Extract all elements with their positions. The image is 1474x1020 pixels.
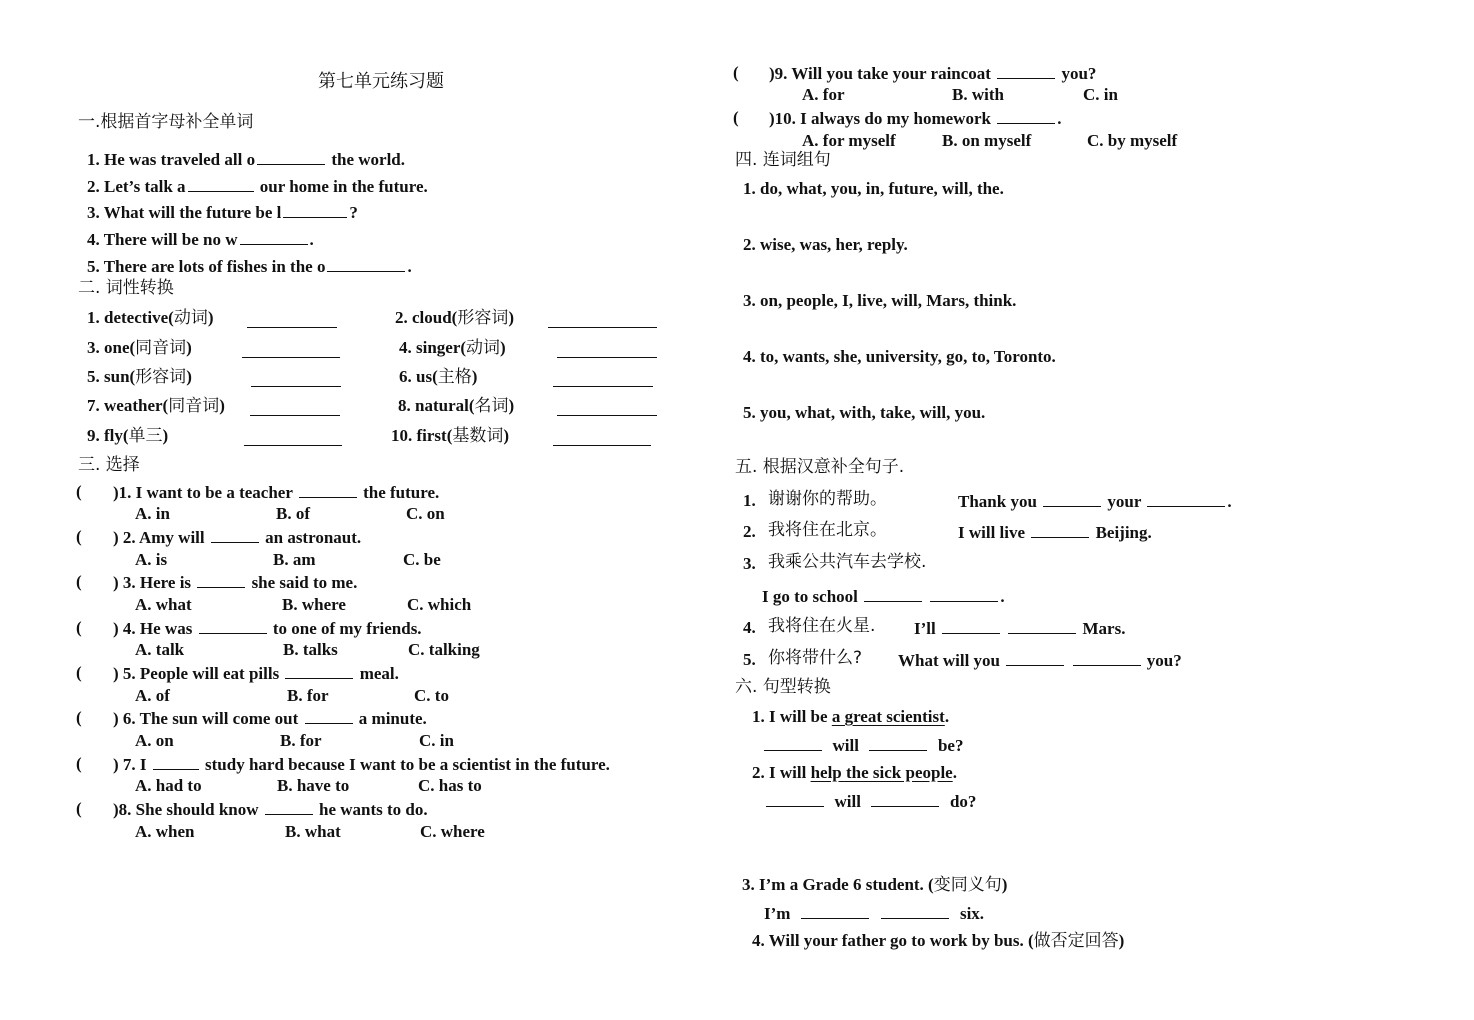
answer-blank[interactable]: [1043, 492, 1101, 507]
mcq-option-b[interactable]: B. for: [280, 731, 322, 750]
item-text: 1. He was traveled all o: [87, 150, 256, 169]
transform-item-1: [752, 708, 949, 725]
question-text: to one of my friends.: [272, 619, 422, 638]
item-end: ): [508, 308, 515, 327]
section-6-heading: 六. 句型转换: [735, 677, 831, 697]
translation-hint: 我将住在北京。: [768, 520, 887, 540]
item-end: ): [503, 426, 510, 445]
item-hint: 形容词: [135, 367, 187, 387]
mcq-option-b[interactable]: B. with: [952, 85, 1004, 104]
wordform-item-8: [398, 397, 514, 415]
word-order-item-3: 3. on, people, I, live, will, Mars, think.: [743, 291, 1017, 310]
answer-blank[interactable]: [881, 904, 949, 919]
mcq-option-a[interactable]: A. in: [135, 504, 170, 523]
instruction-hint: 变同义句: [933, 875, 1002, 895]
question-text: the future.: [363, 483, 440, 502]
item-text: 3. What will the future be l: [87, 203, 282, 222]
answer-blank[interactable]: [199, 619, 267, 634]
mcq-option-c[interactable]: C. talking: [408, 640, 480, 659]
answer-blank[interactable]: [801, 904, 869, 919]
page-title: 第七单元练习题: [318, 71, 444, 92]
section-4-heading: 四. 连词组句: [735, 150, 831, 170]
sentence-text: .: [952, 763, 957, 782]
item-text: the world.: [327, 150, 406, 169]
item-hint: 基数词: [452, 426, 504, 446]
item-end: ): [186, 367, 192, 386]
wordform-item-10: [391, 427, 509, 445]
item-text: 4. There will be no w: [87, 230, 238, 249]
mcq-option-b[interactable]: B. have to: [277, 776, 350, 795]
section-2-heading: 二. 词性转换: [78, 278, 174, 298]
answer-blank[interactable]: [285, 664, 353, 679]
translation-hint: 谢谢你的帮助。: [768, 489, 887, 509]
item-text: .: [309, 230, 314, 249]
answer-blank[interactable]: [247, 313, 337, 328]
mcq-option-b[interactable]: B. for: [287, 686, 329, 705]
sentence-text: will: [832, 736, 859, 755]
mcq-option-a[interactable]: A. for: [802, 85, 845, 104]
answer-blank[interactable]: [265, 800, 313, 815]
sentence-text: ): [1118, 931, 1125, 950]
mcq-answer-paren[interactable]: (: [733, 63, 739, 82]
question-text: ) 4. He was: [113, 619, 193, 638]
translation-sentence-5: [898, 651, 1182, 669]
answer-blank[interactable]: [1147, 492, 1225, 507]
mcq-answer-paren[interactable]: (: [76, 799, 82, 818]
answer-blank[interactable]: [997, 64, 1055, 79]
mcq-option-a[interactable]: A. what: [135, 595, 192, 614]
question-text: ) 7. I: [113, 755, 147, 774]
fill-item-4: [87, 230, 314, 248]
wordform-item-5: [87, 368, 192, 386]
answer-blank[interactable]: [553, 372, 653, 387]
underlined-phrase: help the sick people: [810, 763, 953, 782]
item-word: 6. us(: [399, 367, 438, 386]
answer-blank[interactable]: [1031, 523, 1089, 538]
item-end: ): [186, 338, 192, 357]
question-text: ) 6. The sun will come out: [113, 709, 299, 728]
mcq-option-c[interactable]: C. to: [414, 686, 449, 705]
word-order-item-2: 2. wise, was, her, reply.: [743, 235, 908, 254]
question-text: )1. I want to be a teacher: [113, 483, 293, 502]
answer-blank[interactable]: [299, 483, 357, 498]
sentence-text: What will you: [898, 651, 1001, 670]
mcq-option-c[interactable]: C. in: [419, 731, 454, 750]
item-end: ): [207, 308, 214, 327]
sentence-text: I’ll: [914, 619, 936, 638]
sentence-text: I’m: [764, 904, 791, 923]
sentence-text: .: [1000, 587, 1005, 606]
mcq-option-c[interactable]: C. has to: [418, 776, 482, 795]
answer-blank[interactable]: [188, 177, 254, 192]
mcq-option-a[interactable]: A. is: [135, 550, 168, 569]
question-text: meal.: [359, 664, 399, 683]
answer-blank[interactable]: [930, 587, 998, 602]
mcq-answer-paren[interactable]: (: [733, 108, 739, 127]
sentence-text: ): [1001, 875, 1008, 894]
question-text: ) 3. Here is: [113, 573, 192, 592]
question-text: an astronaut.: [265, 528, 362, 547]
item-end: ): [508, 396, 515, 415]
item-word: 3. one(: [87, 338, 136, 357]
answer-blank[interactable]: [283, 203, 347, 218]
item-word: 10. first(: [391, 426, 453, 445]
item-hint: 同音词: [168, 396, 220, 416]
answer-blank[interactable]: [766, 792, 824, 807]
answer-blank[interactable]: [871, 792, 939, 807]
item-end: ): [219, 396, 225, 415]
item-hint: 形容词: [457, 308, 509, 328]
item-hint: 名词: [474, 396, 509, 416]
item-end: ): [162, 426, 169, 445]
answer-blank[interactable]: [244, 431, 342, 446]
item-word: 7. weather(: [87, 396, 169, 415]
answer-blank[interactable]: [553, 431, 651, 446]
sentence-text: Mars.: [1082, 619, 1126, 638]
question-text: he wants to do.: [319, 800, 428, 819]
wordform-item-9: [87, 427, 168, 445]
fill-item-1: [87, 150, 405, 168]
wordform-item-6: [399, 368, 477, 386]
item-hint: 动词: [173, 308, 208, 328]
transform-item-2: [752, 764, 957, 781]
underlined-phrase: a great scientist: [831, 707, 945, 726]
translation-hint: 我将住在火星.: [768, 616, 876, 636]
mcq-answer-paren[interactable]: (: [76, 527, 82, 546]
sentence-text: your: [1107, 492, 1142, 511]
item-word: 4. singer(: [399, 338, 467, 357]
answer-blank[interactable]: [557, 343, 657, 358]
answer-blank[interactable]: [869, 736, 927, 751]
question-text: ) 2. Amy will: [113, 528, 205, 547]
translation-num: 2.: [743, 522, 756, 541]
section-1-heading: 一.根据首字母补全单词: [78, 112, 254, 132]
item-hint: 动词: [466, 338, 501, 358]
mcq-option-b[interactable]: B. where: [282, 595, 346, 614]
wordform-item-3: [87, 339, 192, 357]
translation-sentence-4: [914, 619, 1125, 637]
answer-blank[interactable]: [240, 230, 308, 245]
mcq-option-a[interactable]: A. for myself: [802, 131, 896, 150]
fill-item-3: [87, 203, 358, 221]
answer-blank[interactable]: [997, 109, 1055, 124]
sentence-text: I will live: [958, 523, 1026, 542]
word-order-item-1: 1. do, what, you, in, future, will, the.: [743, 179, 1004, 198]
question-text: )10. I always do my homework: [769, 109, 991, 128]
answer-blank[interactable]: [197, 573, 245, 588]
section-3-heading: 三. 选择: [78, 455, 140, 475]
wordform-item-2: [395, 309, 514, 327]
section-5-heading: 五. 根据汉意补全句子.: [735, 457, 905, 477]
mcq-question-2: [113, 528, 361, 546]
item-word: 1. detective(: [87, 308, 174, 327]
mcq-option-b[interactable]: B. talks: [283, 640, 338, 659]
mcq-option-b[interactable]: B. of: [276, 504, 310, 523]
answer-blank[interactable]: [211, 528, 259, 543]
answer-blank[interactable]: [250, 401, 340, 416]
item-text: 2. Let’s talk a: [87, 177, 186, 196]
mcq-answer-paren[interactable]: (: [76, 754, 82, 773]
answer-blank[interactable]: [153, 755, 199, 770]
mcq-answer-paren[interactable]: (: [76, 618, 82, 637]
sentence-text: 3. I’m a Grade 6 student. (: [742, 875, 934, 894]
transform-answer-2: [764, 792, 976, 810]
mcq-option-a[interactable]: A. on: [135, 731, 174, 750]
mcq-option-c[interactable]: C. where: [420, 822, 485, 841]
mcq-option-c[interactable]: C. on: [406, 504, 445, 523]
answer-blank[interactable]: [1008, 619, 1076, 634]
answer-blank[interactable]: [327, 257, 405, 272]
transform-item-3: [742, 876, 1007, 894]
mcq-answer-paren[interactable]: (: [76, 663, 82, 682]
sentence-text: will: [834, 792, 861, 811]
mcq-option-a[interactable]: A. had to: [135, 776, 202, 795]
transform-answer-3: [764, 904, 984, 922]
item-text: ?: [349, 203, 358, 222]
mcq-question-3: [113, 573, 357, 591]
transform-answer-1: [762, 736, 963, 754]
item-text: .: [407, 257, 412, 276]
sentence-text: .: [944, 707, 950, 726]
question-text: study hard because I want to be a scientist in the future.: [205, 755, 610, 774]
wordform-item-1: [87, 309, 214, 327]
sentence-text: you?: [1146, 651, 1182, 670]
question-text: she said to me.: [251, 573, 358, 592]
mcq-option-c[interactable]: C. by myself: [1087, 131, 1178, 150]
question-text: .: [1057, 109, 1062, 128]
answer-blank[interactable]: [242, 343, 340, 358]
item-word: 2. cloud(: [395, 308, 458, 327]
mcq-question-9: [769, 64, 1096, 82]
item-end: ): [471, 367, 478, 386]
mcq-option-c[interactable]: C. which: [407, 595, 472, 614]
sentence-text: 1. I will be: [752, 707, 832, 726]
wordform-item-4: [399, 339, 506, 357]
answer-blank[interactable]: [557, 401, 657, 416]
wordform-item-7: [87, 397, 225, 415]
mcq-question-8: [113, 800, 428, 818]
fill-item-2: [87, 177, 428, 195]
translation-num: 3.: [743, 554, 756, 573]
sentence-text: do?: [949, 792, 977, 811]
sentence-text: Beijing.: [1095, 523, 1152, 542]
mcq-option-a[interactable]: A. when: [135, 822, 195, 841]
sentence-text: be?: [937, 736, 964, 755]
answer-blank[interactable]: [864, 587, 922, 602]
item-hint: 单三: [128, 426, 163, 446]
question-text: )8. She should know: [113, 800, 259, 819]
mcq-option-b[interactable]: B. what: [285, 822, 341, 841]
question-text: ) 5. People will eat pills: [113, 664, 280, 683]
mcq-question-6: [113, 709, 427, 727]
item-word: 5. sun(: [87, 367, 136, 386]
item-hint: 主格: [437, 367, 472, 387]
sentence-text: .: [1227, 492, 1232, 511]
mcq-question-5: [113, 664, 399, 682]
answer-blank[interactable]: [764, 736, 822, 751]
mcq-option-b[interactable]: B. on myself: [942, 131, 1032, 150]
answer-blank[interactable]: [251, 372, 341, 387]
sentence-text: 4. Will your father go to work by bus. (: [752, 931, 1034, 950]
mcq-question-7: [113, 755, 610, 773]
sentence-text: six.: [959, 904, 985, 923]
item-text: 5. There are lots of fishes in the o: [87, 257, 326, 276]
mcq-option-a[interactable]: A. talk: [135, 640, 185, 659]
mcq-question-10: [769, 109, 1061, 127]
translation-hint: 我乘公共汽车去学校.: [768, 552, 927, 572]
sentence-text: I go to school: [762, 587, 858, 606]
mcq-option-b[interactable]: B. am: [273, 550, 316, 569]
answer-blank[interactable]: [1006, 651, 1064, 666]
answer-blank[interactable]: [305, 709, 353, 724]
answer-blank[interactable]: [257, 150, 325, 165]
answer-blank[interactable]: [548, 313, 657, 328]
item-word: 8. natural(: [398, 396, 475, 415]
question-text: )9. Will you take your raincoat: [769, 64, 991, 83]
mcq-option-c[interactable]: C. be: [403, 550, 441, 569]
sentence-text: Thank you: [958, 492, 1037, 511]
mcq-option-a[interactable]: A. of: [135, 686, 170, 705]
translation-sentence-3: [762, 587, 1005, 605]
translation-num: 5.: [743, 650, 756, 669]
item-end: ): [500, 338, 506, 357]
fill-item-5: [87, 257, 412, 275]
answer-blank[interactable]: [942, 619, 1000, 634]
item-hint: 同音词: [135, 338, 187, 358]
mcq-answer-paren[interactable]: (: [76, 482, 82, 501]
instruction-hint: 做否定回答: [1033, 931, 1119, 951]
word-order-item-4: 4. to, wants, she, university, go, to, Toronto.: [743, 347, 1056, 366]
mcq-answer-paren[interactable]: (: [76, 708, 82, 727]
translation-hint: 你将带什么?: [768, 648, 863, 668]
item-text: our home in the future.: [255, 177, 428, 196]
mcq-question-4: [113, 619, 422, 637]
sentence-text: 2. I will: [752, 763, 811, 782]
mcq-option-c[interactable]: C. in: [1083, 85, 1118, 104]
translation-sentence-1: [958, 492, 1232, 510]
item-word: 9. fly(: [87, 426, 129, 445]
word-order-item-5: 5. you, what, with, take, will, you.: [743, 403, 986, 422]
question-text: you?: [1061, 64, 1097, 83]
question-text: a minute.: [358, 709, 427, 728]
mcq-answer-paren[interactable]: (: [76, 572, 82, 591]
mcq-question-1: [113, 483, 439, 501]
transform-item-4: [752, 932, 1124, 950]
translation-num: 1.: [743, 491, 756, 510]
answer-blank[interactable]: [1073, 651, 1141, 666]
translation-sentence-2: [958, 523, 1152, 541]
translation-num: 4.: [743, 618, 756, 637]
